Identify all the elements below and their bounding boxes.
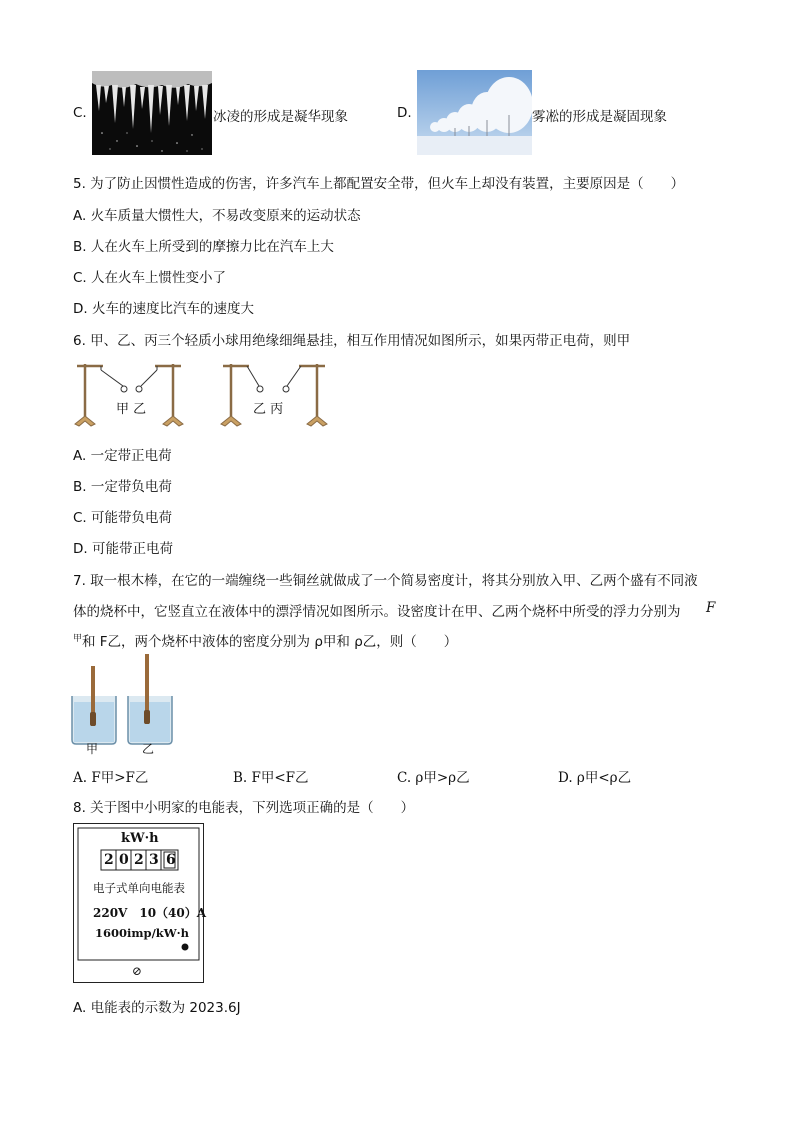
meter-unit: kW·h: [121, 831, 159, 846]
hanging-balls-figure: [73, 358, 333, 432]
q6-option-b: B. 一定带负电荷: [73, 479, 172, 495]
meter-digit-4: 3: [149, 852, 159, 868]
meter-digit-5: 6: [166, 852, 176, 868]
q5-option-d: D. 火车的速度比汽车的速度大: [73, 301, 254, 317]
q5-option-c: C. 人在火车上惯性变小了: [73, 270, 227, 286]
meter-screw-icon: ⊘: [132, 964, 143, 978]
meter-rating: 220V 10（40）A: [93, 906, 207, 920]
electric-meter-figure: [73, 823, 207, 983]
meter-digit-2: 0: [119, 852, 129, 868]
meter-digit-1: 2: [104, 852, 114, 868]
q5-stem: 5. 为了防止因惯性造成的伤害，许多汽车上都配置安全带，但火车上却没有装置，主要原因是（ ）: [73, 176, 685, 192]
beakers-figure: [70, 652, 180, 756]
q6-option-c: C. 可能带负电荷: [73, 510, 173, 526]
q7-stem-line2-end: F: [706, 600, 716, 616]
q6-option-a: A. 一定带正电荷: [73, 448, 172, 464]
q7-option-a: A. F甲>F乙: [73, 770, 149, 786]
meter-digit-3: 2: [134, 852, 144, 868]
q7-sub-jia: 甲: [73, 634, 83, 644]
fig-right-labels: 乙 丙: [253, 402, 284, 417]
q8-option-a: A. 电能表的示数为 2023.6J: [73, 1000, 241, 1016]
q4-option-d-label: D.: [397, 105, 412, 121]
q6-stem: 6. 甲、乙、丙三个轻质小球用绝缘细绳悬挂，相互作用情况如图所示，如果丙带正电荷，则甲: [73, 333, 631, 349]
beaker-right-label: 乙: [142, 742, 155, 756]
q4-option-c-text: 冰凌的形成是凝华现象: [213, 109, 348, 125]
q7-option-b: B. F甲<F乙: [233, 770, 309, 786]
q7-stem-line2: 体的烧杯中，它竖直立在液体中的漂浮情况如图所示。设密度计在甲、乙两个烧杯中所受的浮力分别为: [73, 604, 681, 620]
q7-option-d: D. ρ甲<ρ乙: [558, 770, 632, 786]
q4-option-d-text: 雾凇的形成是凝固现象: [532, 109, 667, 125]
beaker-left-label: 甲: [86, 742, 99, 756]
q8-stem: 8. 关于图中小明家的电能表，下列选项正确的是（ ）: [73, 800, 415, 816]
rime-trees-photo: [417, 70, 532, 155]
q7-stem-line1: 7. 取一根木棒，在它的一端缠绕一些铜丝就做成了一个简易密度计，将其分别放入甲、乙两个盛有不同液: [73, 573, 698, 589]
q5-option-a: A. 火车质量大惯性大，不易改变原来的运动状态: [73, 208, 361, 224]
q5-option-b: B. 人在火车上所受到的摩擦力比在汽车上大: [73, 239, 334, 255]
q7-stem-line3: 和 F乙，两个烧杯中液体的密度分别为 ρ甲和 ρ乙，则（ ）: [82, 634, 458, 650]
q4-option-c-label: C.: [73, 105, 87, 121]
meter-name: 电子式单向电能表: [93, 881, 185, 895]
q6-option-d: D. 可能带正电荷: [73, 541, 173, 557]
fig-left-labels: 甲 乙: [116, 402, 147, 417]
icicles-photo: [92, 71, 212, 155]
meter-constant: 1600imp/kW·h: [95, 926, 190, 940]
q7-option-c: C. ρ甲>ρ乙: [397, 770, 470, 786]
